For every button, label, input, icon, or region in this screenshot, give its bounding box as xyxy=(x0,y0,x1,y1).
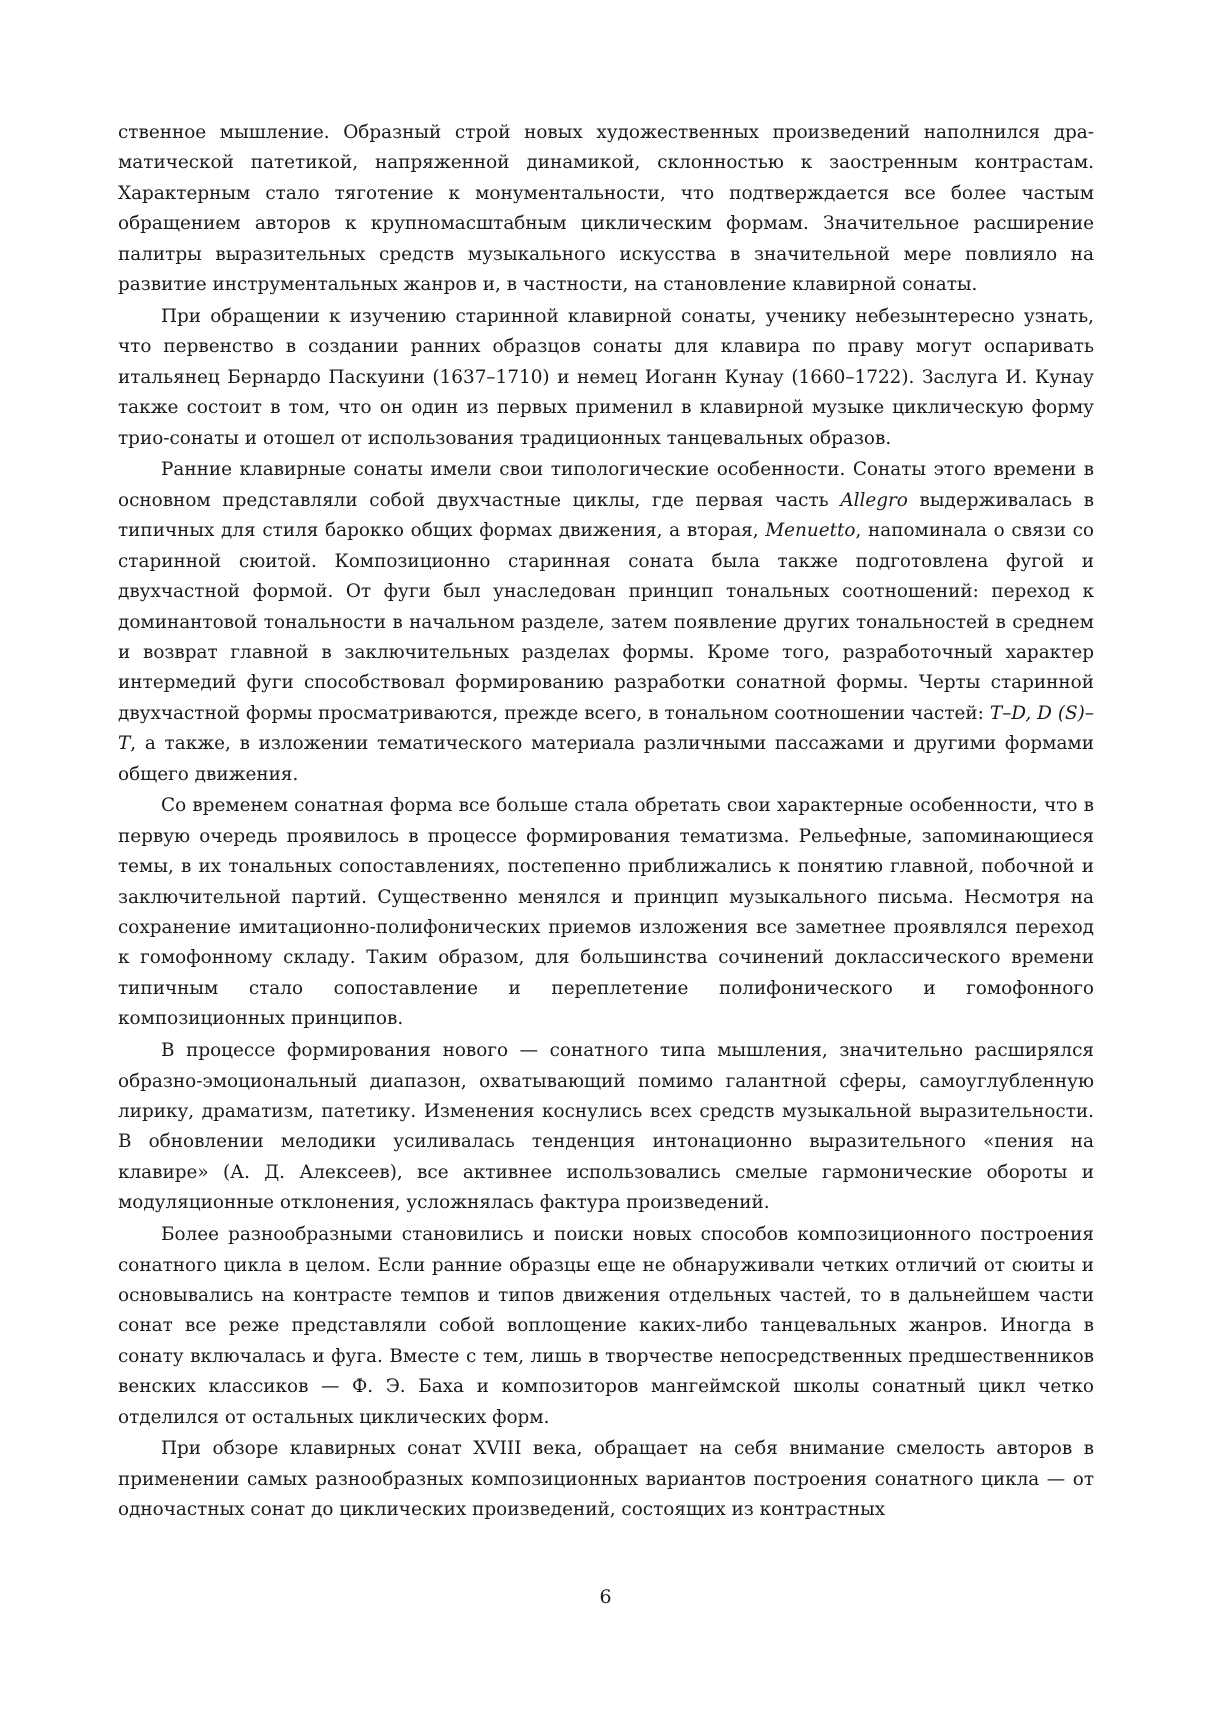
paragraph-4: Со временем сонатная форма все больше стала обретать свои характерные особенности, что в первую очередь проявилось в процессе формирования тематизма. Рельефные, запоминающиеся темы, в их тональных сопоставлениях, постепенно приближались к понятию главной, побочной и заключительной партий. Существенно менялся и принцип музыкального письма. Несмотря на сохранение имитационно-полифонических приемов изложения все заметнее проявлялся переход к гомофонному складу. Таким образом, для большинства сочинений доклассического времени типичным стало сопоставление и переплетение полифонического и гомофонного композиционных принципов. xyxy=(118,795,1094,1030)
paragraph-3-text: , напоминала о связи со старинной сюитой. Композиционно старинная соната была также подготовлена фугой и двухчастной формой. От фуги был унаследован принцип тональных соотношений: переход к доминантовой тональности в начальном разделе, затем появление других тональностей в среднем и возврат главной в заключительных разделах формы. Кроме того, разработочный характер интермедий фуги способствовал формированию разработки сонатной формы. Черты старинной двухчастной формы просматриваются, прежде всего, в тональном соотношении частей: xyxy=(118,520,1095,724)
term-allegro: Allegro xyxy=(840,489,908,511)
paragraph-6: Более разнообразными становились и поиски новых способов композиционного построения сонатного цикла в целом. Если ранние образцы еще не обнаруживали четких отличий от сюиты и основывались на контрасте темпов и типов движения отдельных частей, то в дальнейшем части сонат все реже представляли собой воплощение каких-либо танцевальных жанров. Иногда в сонату включалась и фуга. Вместе с тем, лишь в творчестве непосредственных предшественников венских классиков — Ф. Э. Баха и композиторов мангеймской школы сонатный цикл четко отделился от остальных циклических форм. xyxy=(118,1224,1094,1428)
term-tonal-relation: T–D, D (S)–T xyxy=(118,702,1094,755)
paragraph-3 xyxy=(118,455,1094,789)
paragraph-7: При обзоре клавирных сонат XVIII века, обращает на себя внимание смелость авторов в применении самых разнообразных композиционных вариантов построения сонатного цикла — от одночастных сонат до циклических произведений, состоящих из контрастных xyxy=(118,1438,1094,1521)
term-menuetto: Menuetto xyxy=(765,520,856,542)
page-number: 6 xyxy=(599,1586,612,1608)
paragraph-5: В процессе формирования нового — сонатного типа мышления, значительно расширялся образно-эмоциональный диапазон, охватывающий помимо галантной сферы, самоуглубленную лирику, драматизм, патетику. Изменения коснулись всех средств музыкальной выразительности. В обновлении мелодики усиливалась тенденция интонационно выразительного «пения на клавире» (А. Д. Алексеев), все активнее использовались смелые гармонические обороты и модуляционные отклонения, усложнялась фактура произведений. xyxy=(118,1040,1094,1214)
paragraph-2: При обращении к изучению старинной клавирной сонаты, ученику небезынтересно узнать, что первенство в создании ранних образцов сонаты для клавира по праву могут оспаривать итальянец Бернардо Паскуини (1637–1710) и немец Иоганн Кунау (1660–1722). Заслуга И. Кунау также состоит в том, что он один из первых применил в клавирной музыке циклическую форму трио-сонаты и отошел от использования традиционных танцевальных образов. xyxy=(118,305,1094,449)
paragraph-1: ственное мышление. Образный строй новых художественных произведений наполнился драматической патетикой, напряженной динамикой, склонностью к заостренным контрастам. Характерным стало тяготение к монументальности, что подтверждается все более частым обращением авторов к крупномасштабным циклическим формам. Значительное расширение палитры выразительных средств музыкального искусства в значительной мере повлияло на развитие инструментальных жанров и, в частности, на становление клавирной сонаты. xyxy=(118,122,1094,296)
paragraph-3-text: выдерживалась в типичных для стиля барокко общих формах движения, а вторая, xyxy=(118,489,1094,542)
paragraph-3-text: , а также, в изложении тематического материала различными пассажами и другими формами общего движения. xyxy=(118,733,1094,785)
body-text xyxy=(118,118,1094,1526)
paragraph-3-text: Ранние клавирные сонаты имели свои типологические особенности. Сонаты этого времени в основном представляли собой двухчастные циклы, где первая часть xyxy=(118,459,1094,511)
